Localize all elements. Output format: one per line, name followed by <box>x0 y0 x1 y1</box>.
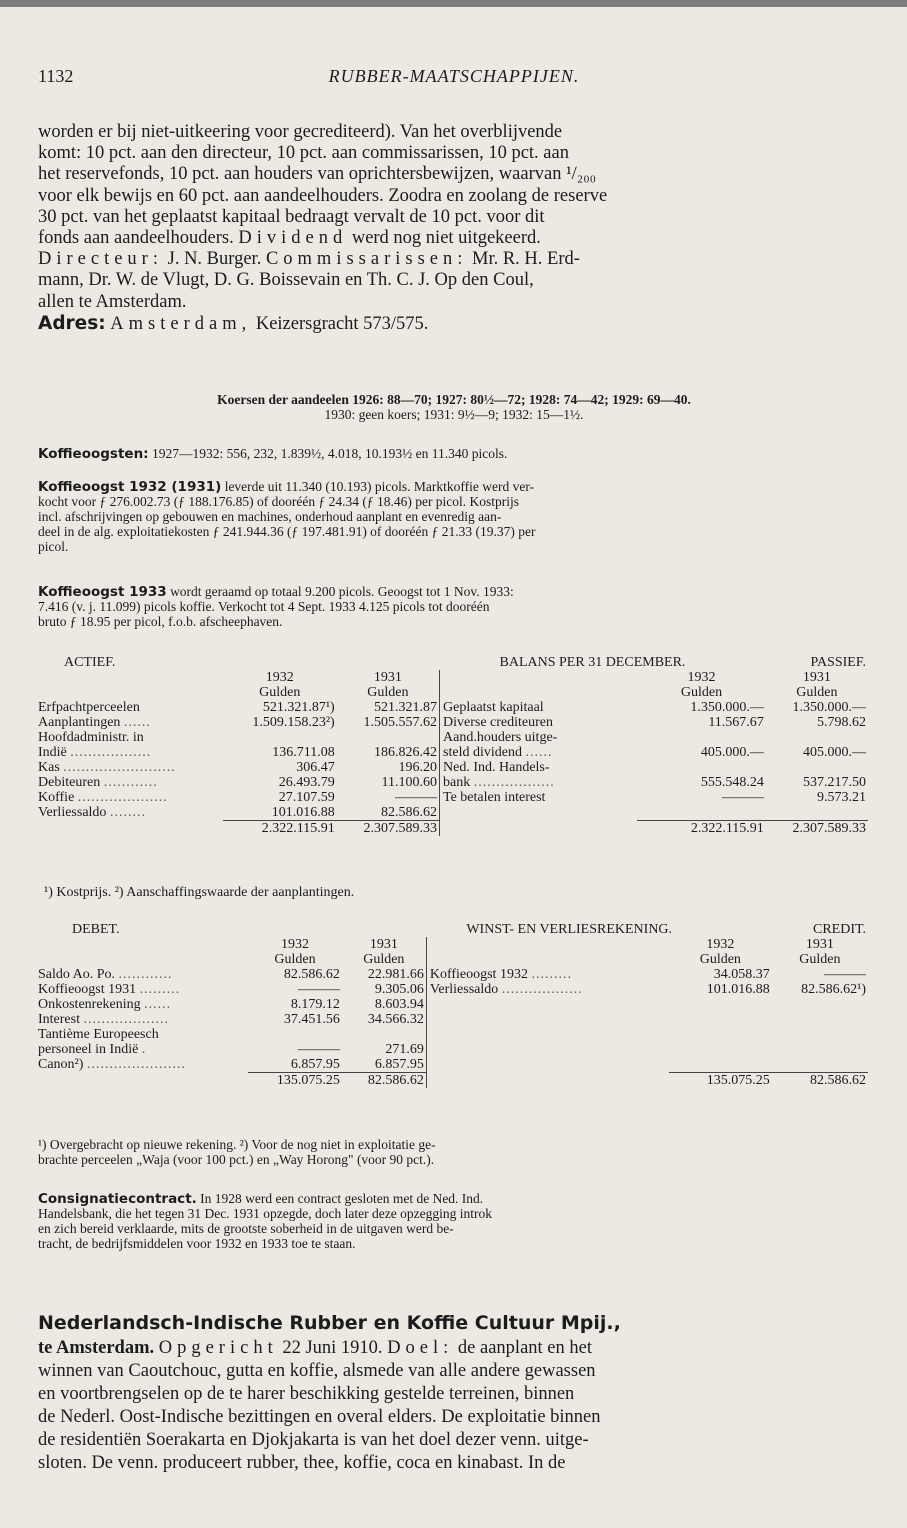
table-row <box>36 1057 868 1073</box>
text-line: de Nederl. Oost-Indische bezittingen en overal elders. De exploitatie binnen <box>38 1407 601 1427</box>
value-1932: 101.016.88 <box>706 982 770 997</box>
value-1932: ——— <box>721 790 764 805</box>
right-label-cell <box>441 790 637 805</box>
koffieoogsten-text: 1927—1932: 556, 232, 1.839½, 4.018, 10.193½ en 11.340 picols. <box>151 446 508 461</box>
koersen-line-2: 1930: geen koers; 1931: 9½—9; 1932: 15—1½. <box>324 407 584 422</box>
row-label: Diverse crediteuren <box>443 715 554 730</box>
balans-footnote: ¹) Kostprijs. ²) Aanschaffingswaarde der aanplantingen. <box>44 885 355 900</box>
row-label: Debiteuren <box>38 775 101 790</box>
balans-table <box>36 655 868 836</box>
value-1932: 1.509.158.23²) <box>252 715 335 730</box>
leader-dots: ...... <box>123 715 151 730</box>
left-label-cell <box>36 982 248 997</box>
row-label: personeel in Indië <box>38 1042 139 1057</box>
table-row <box>36 805 868 821</box>
row-label: Koffie <box>38 790 75 805</box>
oogst-1933-block <box>38 584 870 629</box>
value-1931 <box>337 730 440 745</box>
opgericht-label: Opgericht <box>158 1338 278 1358</box>
intro-paragraph <box>38 122 870 334</box>
consignatie-label: Consignatiecontract. <box>38 1191 197 1207</box>
empty-cell <box>669 997 772 1012</box>
text-line: incl. afschrijvingen op gebouwen en machines, onderhoud aanplant en evenredig aan- <box>38 509 502 524</box>
table-row <box>36 967 868 982</box>
text-line <box>38 249 870 270</box>
value-1931: 1.505.557.62 <box>363 715 438 730</box>
left-label-cell <box>36 805 223 821</box>
value-1932: 405.000.— <box>700 745 764 760</box>
opgericht-date: 22 Juni 1910. <box>282 1338 383 1358</box>
row-label: steld dividend <box>443 745 522 760</box>
text-line: en zich bereid verklaarde, mits de grootste soberheid in de uitgaven werd be- <box>38 1221 454 1236</box>
value-1931 <box>766 730 868 745</box>
wv-total-row <box>36 1073 868 1089</box>
table-row <box>36 760 868 775</box>
balans-year-row <box>36 670 868 685</box>
table-row <box>36 1012 868 1027</box>
value-1932: 26.493.79 <box>278 775 335 790</box>
value-1932: 6.857.95 <box>290 1057 340 1072</box>
value-1932 <box>637 760 766 775</box>
value-1931 <box>342 1027 427 1042</box>
unit-header: Gulden <box>699 952 741 967</box>
text-line: Handelsbank, die het tegen 31 Dec. 1931 opzegde, doch later deze opzegging introk <box>38 1206 492 1221</box>
value-1932 <box>637 730 766 745</box>
table-row <box>36 982 868 997</box>
value-1932: 82.586.62 <box>283 967 340 982</box>
text-line: picol. <box>38 539 69 554</box>
left-label-cell <box>36 700 223 715</box>
table-row <box>36 730 868 745</box>
total-value: 135.075.25 <box>669 1073 772 1089</box>
balans-title: BALANS PER 31 DECEMBER. <box>499 655 686 670</box>
leader-dots: ................... <box>83 1012 169 1027</box>
balans-unit-row <box>36 685 868 700</box>
empty-cell <box>669 1027 772 1042</box>
left-label-cell <box>36 1012 248 1027</box>
left-label-cell <box>36 1042 248 1057</box>
adres-city: Amsterdam, <box>110 313 252 334</box>
credit-title: CREDIT. <box>812 922 866 937</box>
left-label-cell <box>36 1027 248 1042</box>
koffieoogsten-label: Koffieoogsten: <box>38 446 149 462</box>
address-line <box>38 313 870 334</box>
commissarissen-label: Commissarissen: <box>265 249 468 270</box>
wv-unit-row <box>36 952 868 967</box>
empty-cell <box>428 1042 669 1057</box>
commissarissen-text: Mr. R. H. Erd- <box>472 249 580 270</box>
total-value: 2.322.115.91 <box>637 821 766 837</box>
empty-cell <box>772 1012 868 1027</box>
dividend-label: Dividend <box>238 227 348 248</box>
text-fragment: de aanplant en het <box>457 1338 592 1358</box>
value-1931: 405.000.— <box>803 745 866 760</box>
company-title: Nederlandsch-Indische Rubber en Koffie Cultuur Mpij., <box>38 1312 621 1334</box>
text-line: sloten. De venn. produceert rubber, thee, koffie, coca en kinabast. In de <box>38 1453 566 1473</box>
leader-dots: ......... <box>531 967 572 982</box>
unit-header: Gulden <box>274 952 316 967</box>
total-value: 135.075.25 <box>248 1073 342 1089</box>
text-line: bruto ƒ 18.95 per picol, f.o.b. afscheephaven. <box>38 614 283 629</box>
total-value: 82.586.62 <box>342 1073 427 1089</box>
value-1931: 9.305.06 <box>374 982 424 997</box>
wv-year-row <box>36 937 868 952</box>
unit-header: Gulden <box>796 685 838 700</box>
text-line <box>38 1337 870 1360</box>
text-line <box>38 584 870 599</box>
year-header: 1931 <box>802 670 831 685</box>
row-label: Onkostenrekening <box>38 997 141 1012</box>
text-fragment: leverde uit 11.340 (10.193) picols. Marktkoffie werd ver- <box>224 479 535 494</box>
empty-cell <box>428 1057 669 1073</box>
wv-title: WINST- EN VERLIESREKENING. <box>466 922 673 937</box>
empty-cell <box>772 997 868 1012</box>
value-1931: 82.586.62¹) <box>801 982 866 997</box>
left-label-cell <box>36 967 248 982</box>
total-value: 2.307.589.33 <box>766 821 868 837</box>
text-line: tracht, de bedrijfsmiddelen voor 1932 en 1933 toe te staan. <box>38 1236 356 1251</box>
doel-label: Doel: <box>387 1338 454 1358</box>
consignatie-block <box>38 1191 870 1251</box>
right-label-cell <box>441 745 637 760</box>
leader-dots: .................... <box>77 790 168 805</box>
footnote-line: ¹) Overgebracht op nieuwe rekening. ²) Voor de nog niet in exploitatie ge- <box>38 1137 436 1152</box>
right-label-cell <box>428 967 669 982</box>
value-1931: 537.217.50 <box>803 775 866 790</box>
right-label-cell <box>441 715 637 730</box>
value-1931: 8.603.94 <box>374 997 424 1012</box>
value-1932: 8.179.12 <box>290 997 340 1012</box>
value-1932: 27.107.59 <box>278 790 335 805</box>
value-1932: 37.451.56 <box>283 1012 340 1027</box>
value-1931: 5.798.62 <box>817 715 866 730</box>
row-label: Canon²) <box>38 1057 84 1072</box>
left-label-cell <box>36 775 223 790</box>
value-1932: 34.058.37 <box>713 967 770 982</box>
value-1932: 521.321.87¹) <box>262 700 335 715</box>
row-label: Erfpachtperceelen <box>38 700 140 715</box>
right-label-cell <box>441 760 637 775</box>
text-line: kocht voor ƒ 276.002.73 (ƒ 188.176.85) of dooréén ƒ 24.34 (ƒ 18.46) per picol. Kostprijs <box>38 494 520 509</box>
page-top-border <box>0 0 907 7</box>
value-1931: 521.321.87 <box>374 700 438 715</box>
value-1931: ——— <box>824 967 866 982</box>
text-line: voor elk bewijs en 60 pct. aan aandeelhouders. Zoodra en zoolang de reserve <box>38 185 608 206</box>
balans-title-row <box>36 655 868 670</box>
row-label: Verliessaldo <box>38 805 107 820</box>
value-1931: 9.573.21 <box>817 790 866 805</box>
value-1931: 1.350.000.— <box>792 700 866 715</box>
empty-cell <box>766 805 868 821</box>
year-header: 1932 <box>687 670 716 685</box>
wv-footnotes <box>38 1137 870 1167</box>
value-1932: ——— <box>297 1042 340 1057</box>
row-label: Te betalen interest <box>443 790 546 805</box>
value-1931: 196.20 <box>398 760 438 775</box>
leader-dots: ...... <box>525 745 553 760</box>
text-line: winnen van Caoutchouc, gutta en koffie, alsmede van alle andere gewassen <box>38 1361 596 1381</box>
year-header: 1932 <box>706 937 735 952</box>
unit-header: Gulden <box>680 685 723 700</box>
row-label: Tantième Europeesch <box>38 1027 159 1042</box>
empty-cell <box>669 1012 772 1027</box>
row-label: Interest <box>38 1012 80 1027</box>
right-label-cell <box>441 730 637 745</box>
actief-title: ACTIEF. <box>64 655 116 670</box>
text-fragment: In 1928 werd een contract gesloten met de Ned. Ind. <box>200 1191 484 1206</box>
row-label: Hoofdadministr. in <box>38 730 144 745</box>
value-1931 <box>766 760 868 775</box>
year-header: 1932 <box>265 670 294 685</box>
row-label: Saldo Ao. Po. <box>38 967 116 982</box>
total-value: 2.322.115.91 <box>223 821 337 837</box>
row-label: Koffieoogst 1931 <box>38 982 137 997</box>
text-line <box>38 1191 870 1206</box>
table-row <box>36 997 868 1012</box>
leader-dots: ............ <box>103 775 158 790</box>
text-line: komt: 10 pct. aan den directeur, 10 pct. aan commissarissen, 10 pct. aan <box>38 143 569 164</box>
table-row <box>36 775 868 790</box>
table-row <box>36 715 868 730</box>
year-header: 1931 <box>373 670 402 685</box>
leader-dots: ...... <box>144 997 172 1012</box>
table-row <box>36 745 868 760</box>
running-title: RUBBER-MAATSCHAPPIJEN. <box>328 66 580 86</box>
empty-cell <box>428 997 669 1012</box>
empty-cell <box>772 1057 868 1073</box>
debet-title: DEBET. <box>72 922 120 937</box>
left-label-cell <box>36 997 248 1012</box>
text-line <box>38 446 870 461</box>
left-label-cell <box>36 1057 248 1073</box>
leader-dots: .................. <box>501 982 583 997</box>
text-line <box>38 479 870 494</box>
company-location: te Amsterdam. <box>38 1338 155 1358</box>
right-label-cell <box>441 700 637 715</box>
adres-street: Keizersgracht 573/575. <box>255 313 429 334</box>
empty-cell <box>772 1042 868 1057</box>
empty-cell <box>428 1027 669 1042</box>
value-1932 <box>223 730 337 745</box>
value-1931: 6.857.95 <box>374 1057 424 1072</box>
text-line: en voortbrengselen op de te harer beschikking gestelde terreinen, binnen <box>38 1384 575 1404</box>
row-label: Kas <box>38 760 60 775</box>
text-fragment: wordt geraamd op totaal 9.200 picols. Geoogst tot 1 Nov. 1933: <box>170 584 514 599</box>
leader-dots: .................. <box>473 775 555 790</box>
right-label-cell <box>441 775 637 790</box>
value-1931: 82.586.62 <box>381 805 438 820</box>
value-1931: 271.69 <box>385 1042 424 1057</box>
unit-header: Gulden <box>363 952 405 967</box>
adres-label: Adres: <box>38 312 106 334</box>
text-line: 30 pct. van het geplaatst kapitaal bedraagt vervalt de 10 pct. voor dit <box>38 206 545 227</box>
wv-title-row <box>36 922 868 937</box>
value-1931: ——— <box>395 790 438 805</box>
value-1931: 34.566.32 <box>367 1012 424 1027</box>
oogst-1932-label: Koffieoogst 1932 (1931) <box>38 479 222 495</box>
value-1932: 1.350.000.— <box>690 700 764 715</box>
table-row <box>36 1027 868 1042</box>
text-line <box>38 228 870 249</box>
table-row <box>36 700 868 715</box>
passief-title: PASSIEF. <box>810 655 866 670</box>
oogst-1932-block <box>38 479 870 554</box>
table-row <box>36 790 868 805</box>
row-label: Aand.houders uitge- <box>443 730 558 745</box>
total-value: 2.307.589.33 <box>337 821 440 837</box>
value-1931: 22.981.66 <box>367 967 424 982</box>
total-value: 82.586.62 <box>772 1073 868 1089</box>
leader-dots: . <box>141 1042 147 1057</box>
text-line: mann, Dr. W. de Vlugt, D. G. Boissevain en Th. C. J. Op den Coul, <box>38 270 534 291</box>
row-label: Indië <box>38 745 67 760</box>
year-header: 1932 <box>281 937 310 952</box>
row-label: Verliessaldo <box>429 982 499 997</box>
unit-header: Gulden <box>799 952 841 967</box>
value-1932: 555.548.24 <box>700 775 764 790</box>
value-1932: 136.711.08 <box>272 745 335 760</box>
page-number: 1132 <box>38 66 74 86</box>
text-fragment: fonds aan aandeelhouders. <box>38 227 234 248</box>
text-line: 7.416 (v. j. 11.099) picols koffie. Verkocht tot 4 Sept. 1933 4.125 picols tot dooréén <box>38 599 490 614</box>
value-1932: 101.016.88 <box>271 805 335 820</box>
unit-header: Gulden <box>259 685 301 700</box>
leader-dots: ............ <box>118 967 173 982</box>
footnote-line: brachte perceelen „Waja (voor 100 pct.) en „Way Horong" (voor 90 pct.). <box>38 1152 435 1167</box>
leader-dots: ......................... <box>63 760 176 775</box>
leader-dots: .................. <box>70 745 152 760</box>
leader-dots: ........ <box>109 805 146 820</box>
row-label: Geplaatst kapitaal <box>443 700 544 715</box>
directeur-label: Directeur: <box>38 249 163 270</box>
dividend-text: werd nog niet uitgekeerd. <box>351 227 541 248</box>
empty-cell <box>772 1027 868 1042</box>
wv-table <box>36 922 868 1088</box>
koersen-line <box>38 392 870 407</box>
row-label: bank <box>443 775 471 790</box>
empty-cell <box>441 805 637 821</box>
left-label-cell <box>36 730 223 745</box>
balans-total-row <box>36 821 868 837</box>
company-paragraph <box>38 1337 870 1475</box>
table-row <box>36 1042 868 1057</box>
empty-cell <box>669 1042 772 1057</box>
empty-cell <box>637 805 766 821</box>
row-label: Ned. Ind. Handels- <box>443 760 550 775</box>
year-header: 1931 <box>805 937 834 952</box>
left-label-cell <box>36 790 223 805</box>
directeur-text: J. N. Burger. <box>167 249 262 270</box>
empty-cell <box>428 1012 669 1027</box>
text-line: het reservefonds, 10 pct. aan houders van oprichtersbewijzen, waarvan ¹/₂₀₀ <box>38 164 597 185</box>
left-label-cell <box>36 760 223 775</box>
leader-dots: ......... <box>139 982 181 997</box>
left-label-cell <box>36 715 223 730</box>
koffieoogsten-block <box>38 446 870 461</box>
text-line: de residentiën Soerakarta en Djokjakarta is van het doel dezer venn. uitge- <box>38 1430 589 1450</box>
value-1931: 186.826.42 <box>374 745 438 760</box>
value-1931: 11.100.60 <box>381 775 438 790</box>
empty-cell <box>669 1057 772 1073</box>
unit-header: Gulden <box>367 685 409 700</box>
text-line: deel in de alg. exploitatiekosten ƒ 241.944.36 (ƒ 197.481.91) of dooréén ƒ 21.33 (19.37) per <box>38 524 536 539</box>
page-header <box>38 66 870 94</box>
value-1932: 11.567.67 <box>708 715 764 730</box>
value-1932: ——— <box>297 982 340 997</box>
koersen-block <box>38 392 870 422</box>
text-line: allen te Amsterdam. <box>38 291 187 312</box>
value-1932 <box>248 1027 342 1042</box>
value-1932: 306.47 <box>296 760 335 775</box>
left-label-cell <box>36 745 223 760</box>
year-header: 1931 <box>369 937 398 952</box>
row-label: Aanplantingen <box>38 715 121 730</box>
text-line: worden er bij niet-uitkeering voor gecrediteerd). Van het overblijvende <box>38 122 563 142</box>
leader-dots: ...................... <box>86 1057 186 1072</box>
oogst-1933-label: Koffieoogst 1933 <box>38 584 167 600</box>
right-label-cell <box>428 982 669 997</box>
row-label: Koffieoogst 1932 <box>429 967 528 982</box>
koersen-line-1: Koersen der aandeelen 1926: 88—70; 1927: 80½—72; 1928: 74—42; 1929: 69—40. <box>217 392 691 407</box>
